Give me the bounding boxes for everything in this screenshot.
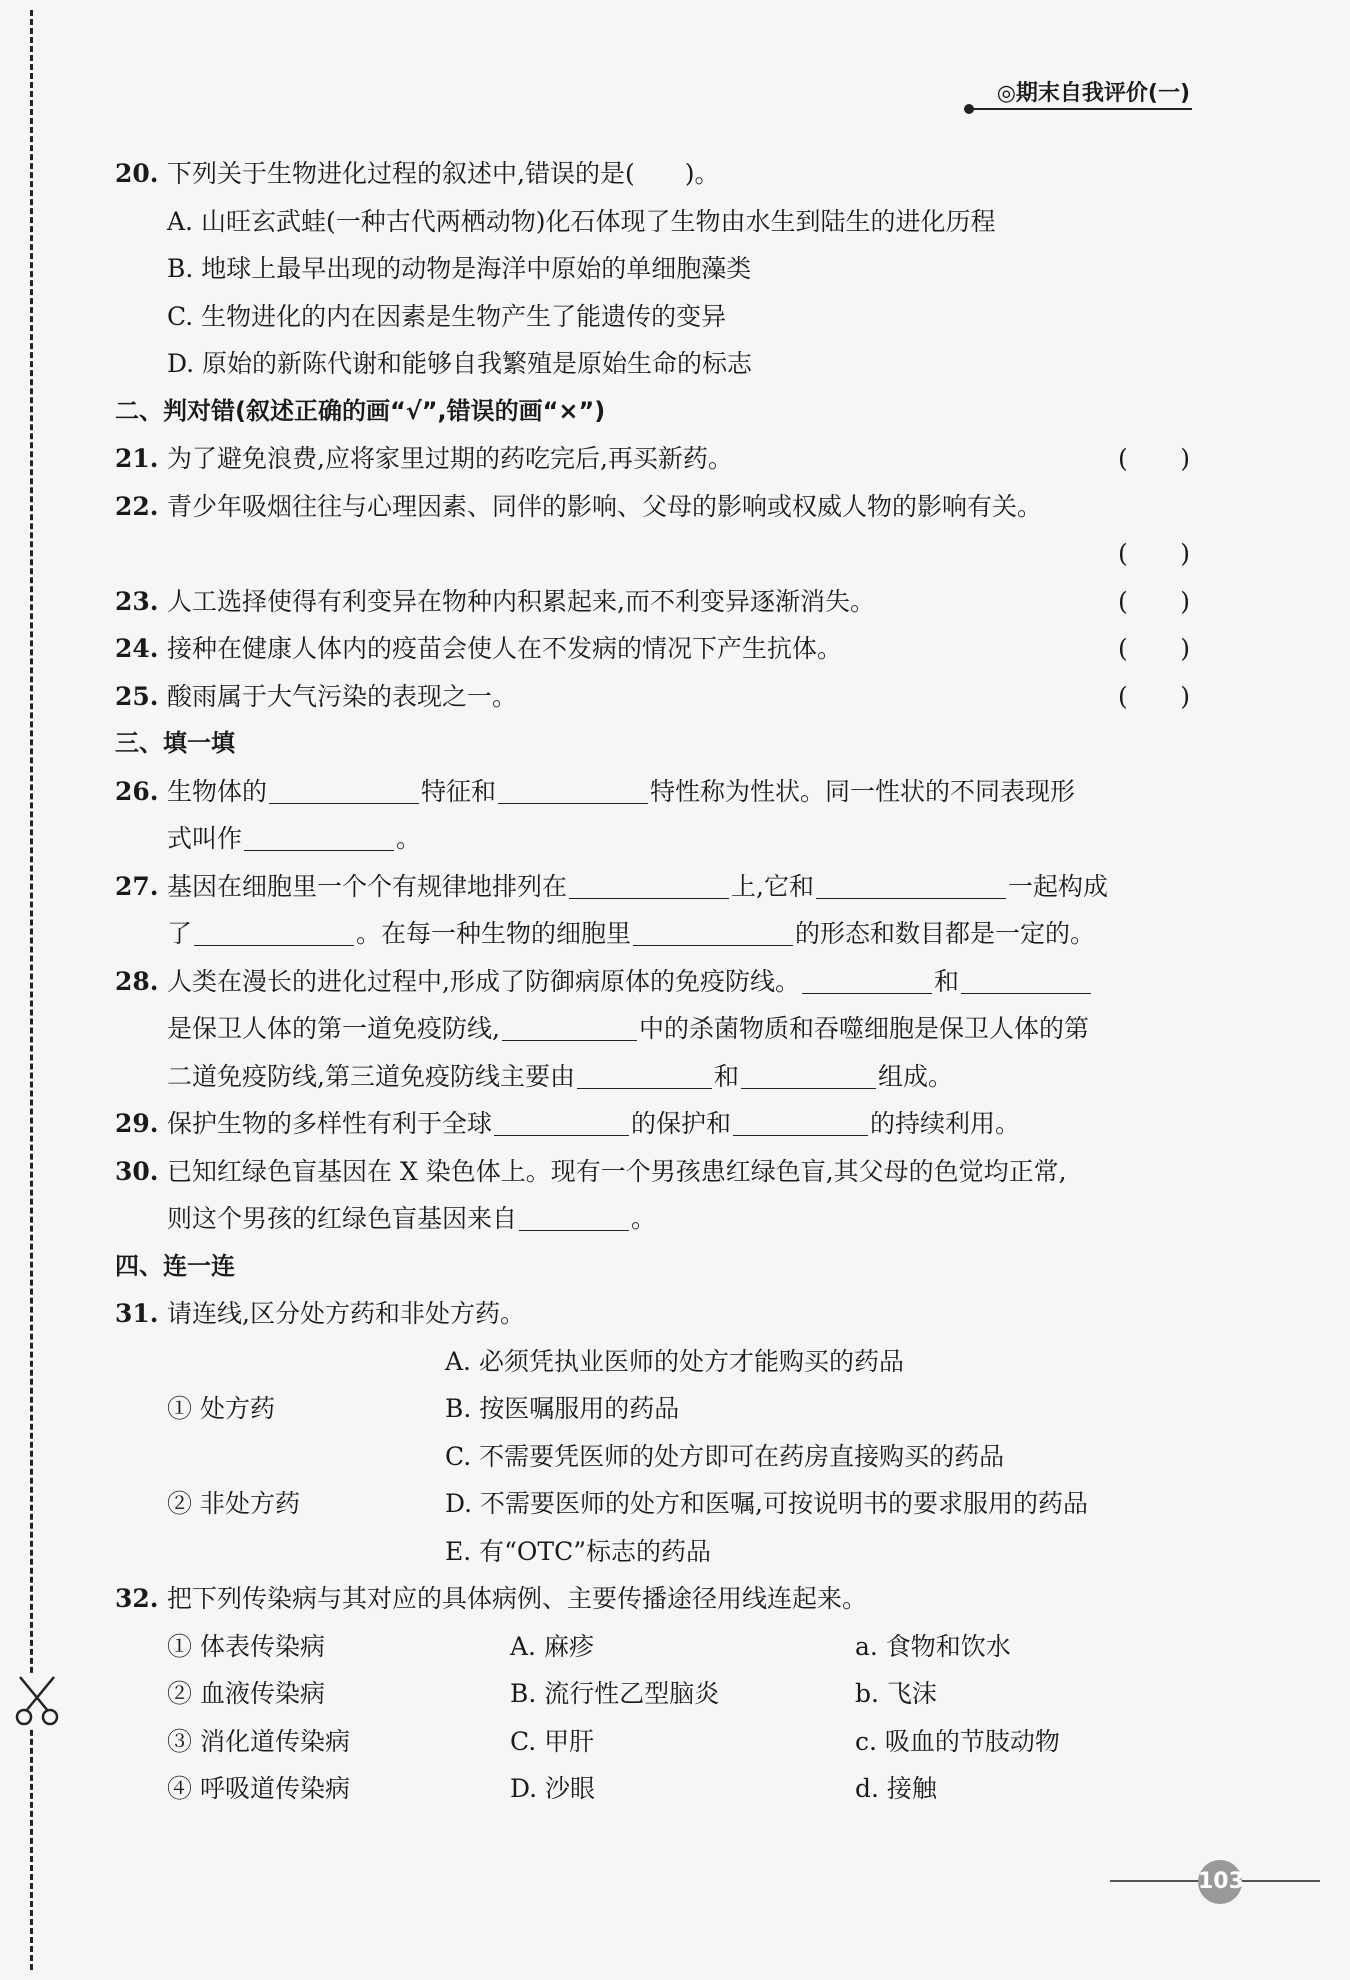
fill-blank[interactable] xyxy=(244,820,394,851)
question-text: 和 xyxy=(933,966,959,996)
question-text: 请连线,区分处方药和非处方药。 xyxy=(167,1299,525,1328)
question-text: 的保护和 xyxy=(631,1109,732,1138)
answer-paren[interactable] xyxy=(1118,530,1190,578)
option-c: C. 生物进化的内在因素是生物产生了能遗传的变异 xyxy=(167,301,727,331)
fill-blank[interactable] xyxy=(577,1058,712,1089)
question-text: 的持续利用。 xyxy=(870,1109,1021,1138)
match-row xyxy=(115,1480,1190,1528)
option-b: B. 地球上最早出现的动物是海洋中原始的单细胞藻类 xyxy=(167,254,752,283)
match-item-left[interactable]: ② 非处方药 xyxy=(167,1489,300,1518)
question-text: 是保卫人体的第一道免疫防线, xyxy=(167,1014,500,1043)
question-text: 上,它和 xyxy=(731,871,814,901)
question-21 xyxy=(115,435,1190,483)
question-number: 31. xyxy=(115,1299,159,1328)
question-text: 组成。 xyxy=(877,1061,953,1091)
paren-open: ( xyxy=(1118,634,1128,663)
section-title-3: 三、填一填 xyxy=(115,729,235,757)
question-26-cont xyxy=(115,815,1190,863)
paren-open: ( xyxy=(1118,539,1128,568)
question-text: 的形态和数目都是一定的。 xyxy=(795,919,1096,948)
question-25 xyxy=(115,673,1190,721)
question-text: 保护生物的多样性有利于全球 xyxy=(167,1109,493,1138)
question-number: 23. xyxy=(115,586,159,616)
question-30-cont xyxy=(115,1195,1190,1243)
match-row xyxy=(115,1528,1190,1576)
page-number: 103 xyxy=(1198,1860,1242,1904)
answer-paren[interactable] xyxy=(1118,673,1190,721)
fill-blank[interactable] xyxy=(741,1058,876,1089)
page-header: ◎期末自我评价(一) xyxy=(996,81,1190,106)
question-28-cont xyxy=(115,1005,1190,1053)
paren-open: ( xyxy=(1118,681,1128,711)
fill-blank[interactable] xyxy=(633,915,793,946)
match-item-right[interactable]: C. 不需要凭医师的处方即可在药房直接购买的药品 xyxy=(445,1441,1005,1471)
match-item-right[interactable]: D. 不需要医师的处方和医嘱,可按说明书的要求服用的药品 xyxy=(445,1489,1088,1518)
question-24 xyxy=(115,625,1190,673)
question-32 xyxy=(115,1575,1190,1623)
question-text: 为了避免浪费,应将家里过期的药吃完后,再买新药。 xyxy=(167,444,733,473)
question-text: 特性称为性状。同一性状的不同表现形 xyxy=(650,776,1076,806)
question-27 xyxy=(115,863,1190,911)
question-text: 青少年吸烟往往与心理因素、同伴的影响、父母的影响或权威人物的影响有关。 xyxy=(167,491,1043,521)
question-28 xyxy=(115,958,1190,1006)
question-text: 特征和 xyxy=(421,776,497,806)
question-30 xyxy=(115,1148,1190,1196)
question-number: 26. xyxy=(115,776,159,806)
fill-blank[interactable] xyxy=(502,1010,637,1041)
paren-close: ) xyxy=(1180,586,1190,616)
fill-blank[interactable] xyxy=(816,868,1006,899)
fill-blank[interactable] xyxy=(519,1200,629,1231)
match-row xyxy=(115,1718,1190,1766)
question-20 xyxy=(115,150,1190,198)
question-number: 32. xyxy=(115,1584,159,1613)
option-d: D. 原始的新陈代谢和能够自我繁殖是原始生命的标志 xyxy=(167,349,753,378)
paren-open: ( xyxy=(1118,586,1128,616)
question-text: 则这个男孩的红绿色盲基因来自 xyxy=(167,1204,518,1233)
match-item-disease[interactable]: ① 体表传染病 xyxy=(167,1631,325,1661)
answer-paren[interactable] xyxy=(1118,625,1190,673)
question-text: 。 xyxy=(396,824,422,853)
section-title-2: 二、判对错(叙述正确的画“√”,错误的画“×”) xyxy=(115,396,606,425)
question-23 xyxy=(115,578,1190,626)
question-text: 式叫作 xyxy=(167,824,243,853)
fill-blank[interactable] xyxy=(733,1105,868,1136)
fill-blank[interactable] xyxy=(498,773,648,804)
fill-blank[interactable] xyxy=(569,868,729,899)
question-text: 接种在健康人体内的疫苗会使人在不发病的情况下产生抗体。 xyxy=(167,634,843,663)
question-text: 一起构成 xyxy=(1007,871,1108,901)
answer-paren[interactable] xyxy=(1118,435,1190,483)
match-row xyxy=(115,1623,1190,1671)
fill-blank[interactable] xyxy=(961,963,1091,994)
question-27-cont xyxy=(115,910,1190,958)
question-text: 下列关于生物进化过程的叙述中,错误的是( )。 xyxy=(167,159,720,188)
match-item-right[interactable]: B. 按医嘱服用的药品 xyxy=(445,1394,680,1423)
match-item-route[interactable]: a. 食物和饮水 xyxy=(855,1631,1011,1661)
match-row xyxy=(115,1670,1190,1718)
question-number: 22. xyxy=(115,491,159,521)
question-number: 29. xyxy=(115,1109,159,1138)
match-item-right[interactable]: A. 必须凭执业医师的处方才能购买的药品 xyxy=(445,1346,904,1376)
question-28-cont2 xyxy=(115,1053,1190,1101)
paren-open: ( xyxy=(1118,444,1128,473)
question-text: 人类在漫长的进化过程中,形成了防御病原体的免疫防线。 xyxy=(167,966,800,996)
match-item-left[interactable]: ① 处方药 xyxy=(167,1394,275,1423)
paren-close: ) xyxy=(1180,681,1190,711)
match-item-case[interactable]: A. 麻疹 xyxy=(510,1631,594,1661)
question-26 xyxy=(115,768,1190,816)
footer-rule-left xyxy=(1110,1880,1200,1882)
question-number: 30. xyxy=(115,1156,159,1186)
question-number: 24. xyxy=(115,634,159,663)
match-item-route[interactable]: c. 吸血的节肢动物 xyxy=(855,1726,1060,1756)
answer-paren[interactable] xyxy=(1118,578,1190,626)
question-text: 生物体的 xyxy=(167,776,268,806)
match-item-route[interactable]: d. 接触 xyxy=(855,1774,937,1803)
question-number: 20. xyxy=(115,159,159,188)
match-item-route[interactable]: b. 飞沫 xyxy=(855,1679,937,1708)
section-title-4: 四、连一连 xyxy=(115,1251,235,1280)
match-item-disease[interactable]: ④ 呼吸道传染病 xyxy=(167,1774,350,1803)
question-number: 27. xyxy=(115,871,159,901)
question-text: 把下列传染病与其对应的具体病例、主要传播途径用线连起来。 xyxy=(167,1584,868,1613)
question-text: 了 xyxy=(167,919,193,948)
option-a: A. 山旺玄武蛙(一种古代两栖动物)化石体现了生物由水生到陆生的进化历程 xyxy=(167,206,996,236)
fill-blank[interactable] xyxy=(269,773,419,804)
match-item-case[interactable]: D. 沙眼 xyxy=(510,1774,596,1803)
footer-rule-right xyxy=(1240,1880,1320,1882)
question-number: 25. xyxy=(115,681,159,711)
match-item-case[interactable]: C. 甲肝 xyxy=(510,1726,595,1756)
question-text: 已知红绿色盲基因在 X 染色体上。现有一个男孩患红绿色盲,其父母的色觉均正常, xyxy=(167,1156,1067,1186)
fill-blank[interactable] xyxy=(802,963,932,994)
match-item-disease[interactable]: ② 血液传染病 xyxy=(167,1679,325,1708)
match-row xyxy=(115,1338,1190,1386)
match-item-case[interactable]: B. 流行性乙型脑炎 xyxy=(510,1679,720,1708)
question-text: 人工选择使得有利变异在物种内积累起来,而不利变异逐渐消失。 xyxy=(167,586,875,616)
paren-close: ) xyxy=(1180,444,1190,473)
scissors-icon xyxy=(14,1675,60,1727)
question-text: 和 xyxy=(713,1061,739,1091)
question-31 xyxy=(115,1290,1190,1338)
question-text: 基因在细胞里一个个有规律地排列在 xyxy=(167,871,568,901)
paren-close: ) xyxy=(1180,539,1190,568)
question-text: 中的杀菌物质和吞噬细胞是保卫人体的第 xyxy=(638,1014,1089,1043)
paren-close: ) xyxy=(1180,634,1190,663)
question-number: 21. xyxy=(115,444,159,473)
question-text: 二道免疫防线,第三道免疫防线主要由 xyxy=(167,1061,575,1091)
match-row xyxy=(115,1433,1190,1481)
match-row xyxy=(115,1385,1190,1433)
match-item-right[interactable]: E. 有“OTC”标志的药品 xyxy=(445,1536,712,1566)
page-content xyxy=(115,150,1190,1813)
question-text: 。 xyxy=(631,1204,657,1233)
question-number: 28. xyxy=(115,966,159,996)
question-text: 。在每一种生物的细胞里 xyxy=(356,919,632,948)
match-row xyxy=(115,1765,1190,1813)
header-rule xyxy=(970,108,1192,110)
question-22-answer xyxy=(115,530,1190,578)
fill-blank[interactable] xyxy=(194,915,354,946)
match-item-disease[interactable]: ③ 消化道传染病 xyxy=(167,1726,350,1756)
fill-blank[interactable] xyxy=(494,1105,629,1136)
question-29 xyxy=(115,1100,1190,1148)
question-22 xyxy=(115,483,1190,531)
question-text: 酸雨属于大气污染的表现之一。 xyxy=(167,681,518,711)
